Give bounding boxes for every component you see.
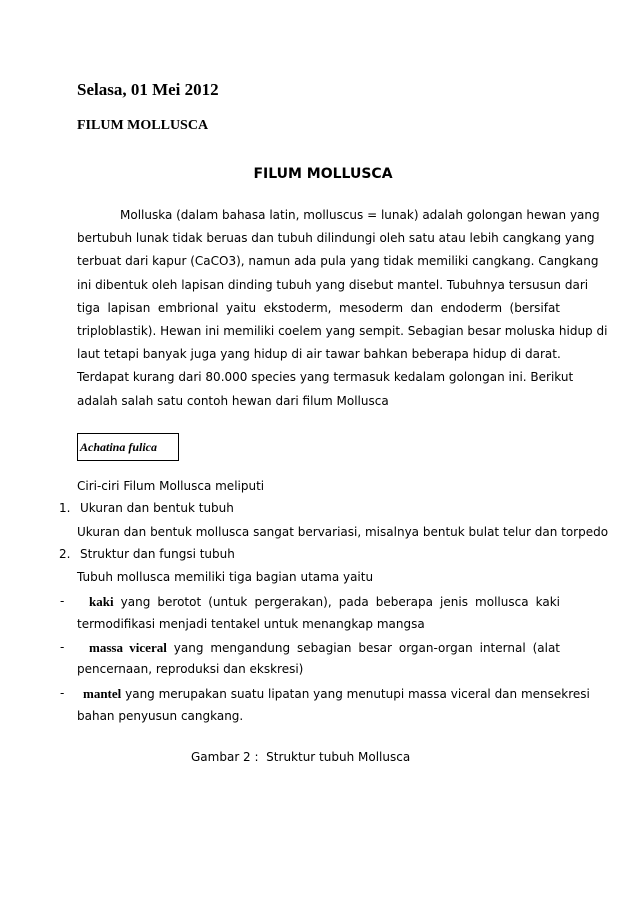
bullet-dash: - xyxy=(60,640,65,654)
bullet-dash: - xyxy=(60,594,65,608)
list-item-text: Tubuh mollusca memiliki tiga bagian utama yaitu xyxy=(77,570,374,584)
list-item-title: Struktur dan fungsi tubuh xyxy=(80,547,235,561)
post-date: Selasa, 01 Mei 2012 xyxy=(77,80,219,99)
paragraph-line: Molluska (dalam bahasa latin, molluscus = lunak) adalah golongan hewan yang xyxy=(120,208,600,222)
part-line-2: termodifikasi menjadi tentakel untuk menangkap mangsa xyxy=(77,617,425,631)
part-line xyxy=(77,640,560,656)
list-item-text: Ukuran dan bentuk mollusca sangat bervariasi, misalnya bentuk bulat telur dan torpedo xyxy=(77,525,609,539)
part-line-2: bahan penyusun cangkang. xyxy=(77,709,244,723)
paragraph-line: adalah salah satu contoh hewan dari filum Mollusca xyxy=(77,393,389,408)
part-line-2: pencernaan, reproduksi dan ekskresi) xyxy=(77,662,304,676)
intro-paragraph xyxy=(77,204,608,413)
paragraph-line: laut tetapi banyak juga yang hidup di air tawar bahkan beberapa hidup di darat. xyxy=(77,347,561,362)
list-number: 1. xyxy=(59,501,71,515)
paragraph-line: bertubuh lunak tidak beruas dan tubuh dilindungi oleh satu atau lebih cangkang yang xyxy=(77,231,595,246)
image-caption-box xyxy=(77,433,179,461)
part-text: yang merupakan suatu lipatan yang menutupi massa viceral dan mensekresi xyxy=(125,687,590,701)
part-line xyxy=(77,686,590,702)
paragraph-line: tiga lapisan embrional yaitu ekstoderm, mesoderm dan endoderm (bersifat xyxy=(77,300,560,315)
paragraph-line: ini dibentuk oleh lapisan dinding tubuh yang disebut mantel. Tubuhnya tersusun dari xyxy=(77,277,589,292)
paragraph-line: triploblastik). Hewan ini memiliki coelem yang sempit. Sebagian besar moluska hidup di xyxy=(77,323,608,338)
part-text: yang mengandung sebagian besar organ-organ internal (alat xyxy=(173,641,560,655)
part-text: yang berotot (untuk pergerakan), pada beberapa jenis mollusca kaki xyxy=(120,595,560,609)
post-subtitle: FILUM MOLLUSCA xyxy=(77,118,209,133)
image-caption: Achatina fulica xyxy=(80,440,158,454)
paragraph-line: terbuat dari kapur (CaCO3), namun ada pula yang tidak memiliki cangkang. Cangkang xyxy=(77,254,599,269)
list-item-title: Ukuran dan bentuk tubuh xyxy=(80,501,234,515)
part-term: kaki xyxy=(89,594,114,609)
bullet-dash: - xyxy=(60,686,65,700)
part-term: mantel xyxy=(83,686,122,701)
page-title: FILUM MOLLUSCA xyxy=(253,166,393,182)
figure-caption: Gambar 2 : Struktur tubuh Mollusca xyxy=(191,750,411,764)
list-number: 2. xyxy=(59,547,71,561)
ciri-heading: Ciri-ciri Filum Mollusca meliputi xyxy=(77,479,265,493)
part-term: massa viceral xyxy=(89,640,167,655)
part-line xyxy=(77,594,560,610)
paragraph-line: Terdapat kurang dari 80.000 species yang termasuk kedalam golongan ini. Berikut xyxy=(77,370,574,385)
